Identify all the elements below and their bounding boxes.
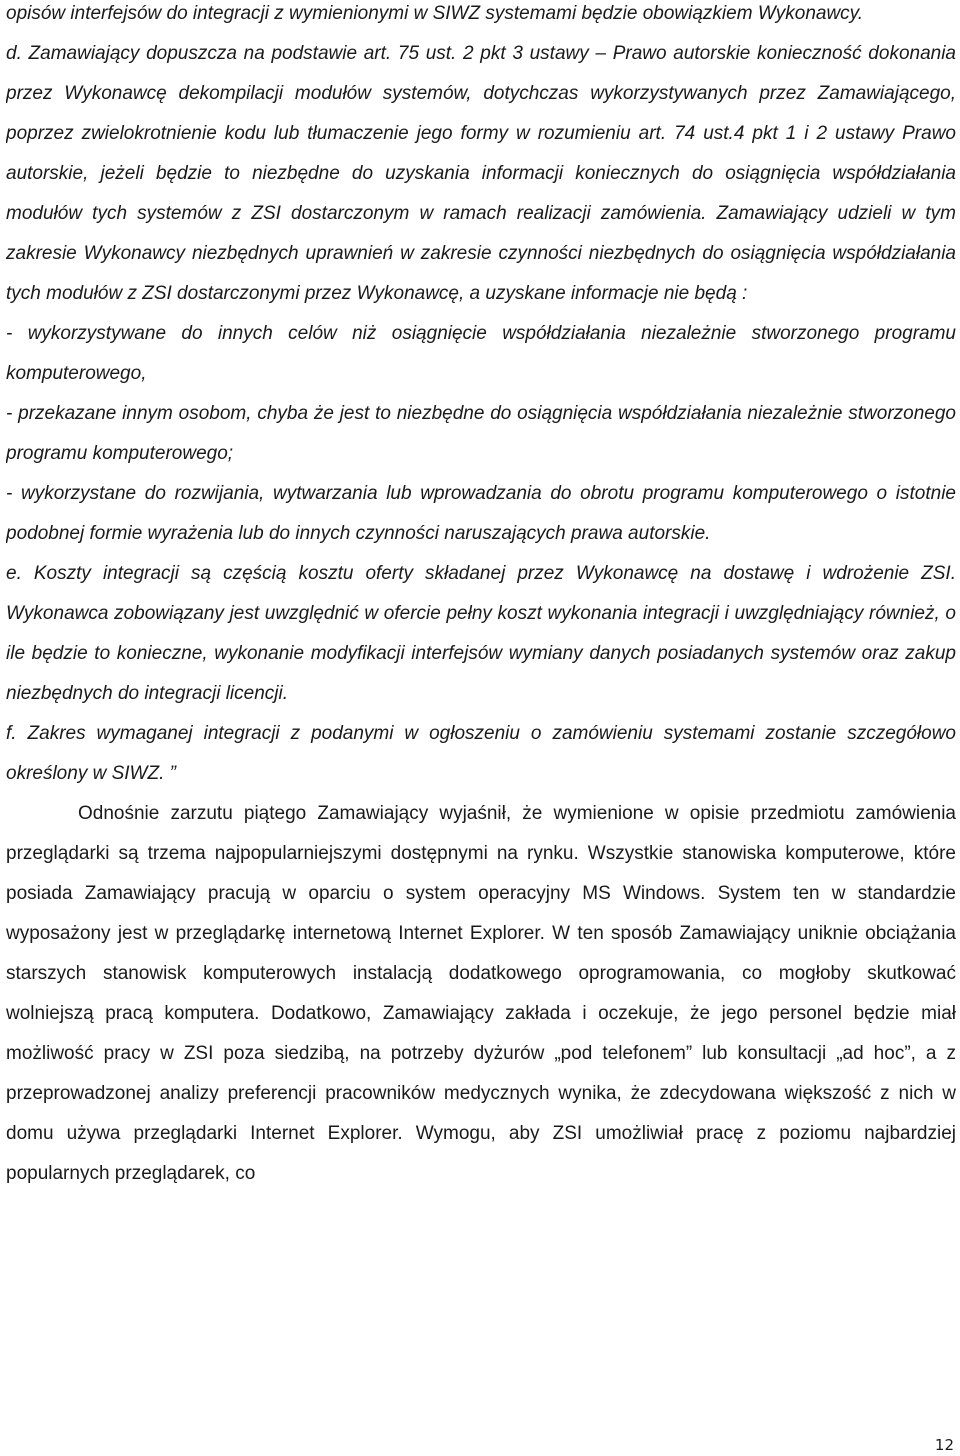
paragraph-item-d: d. Zamawiający dopuszcza na podstawie art. 75 ust. 2 pkt 3 ustawy – Prawo autorskie konieczność dokonania przez Wykonawcę dekompilacji modułów systemów, dotychczas wykorzystywanych przez Zamawiającego, poprzez zwielokrotnienie kodu lub tłumaczenie jego formy w rozumieniu art. 74 ust.4 pkt 1 i 2 ustawy Prawo autorskie, jeżeli będzie to niezbędne do uzyskania informacji koniecznych do osiągnięcia współdziałania modułów tych systemów z ZSI dostarczonym w ramach realizacji zamówienia. Zamawiający udzieli w tym zakresie Wykonawcy niezbędnych uprawnień w zakresie czynności niezbędnych do osiągnięcia współdziałania tych modułów z ZSI dostarczonymi przez Wykonawcę, a uzyskane informacje nie będą : <box>6 43 956 304</box>
document-page <box>6 0 956 1456</box>
paragraph-dash-3: - wykorzystane do rozwijania, wytwarzania lub wprowadzania do obrotu programu komputerowego o istotnie podobnej formie wyrażenia lub do innych czynności naruszających prawa autorskie. <box>6 483 956 544</box>
paragraph-item-e: e. Koszty integracji są częścią kosztu oferty składanej przez Wykonawcę na dostawę i wdrożenie ZSI. Wykonawca zobowiązany jest uwzględnić w ofercie pełny koszt wykonania integracji i uwzględniający również, o ile będzie to konieczne, wykonanie modyfikacji interfejsów wymiany danych posiadanych systemów oraz zakup niezbędnych do integracji licencji. <box>6 563 956 704</box>
page-number: 12 <box>934 1436 954 1454</box>
paragraph-dash-2: - przekazane innym osobom, chyba że jest to niezbędne do osiągnięcia współdziałania niezależnie stworzonego programu komputerowego; <box>6 403 956 464</box>
paragraph-item-f: f. Zakres wymaganej integracji z podanymi w ogłoszeniu o zamówieniu systemami zostanie szczegółowo określony w SIWZ. ” <box>6 723 956 784</box>
paragraph-interface-descriptions: opisów interfejsów do integracji z wymienionymi w SIWZ systemami będzie obowiązkiem Wykonawcy. <box>6 3 864 24</box>
paragraph-explanation: Odnośnie zarzutu piątego Zamawiający wyjaśnił, że wymienione w opisie przedmiotu zamówienia przeglądarki są trzema najpopularniejszymi dostępnymi na rynku. Wszystkie stanowiska komputerowe, które posiada Zamawiający pracują w oparciu o system operacyjny MS Windows. System ten w standardzie wyposażony jest w przeglądarkę internetową Internet Explorer. W ten sposób Zamawiający uniknie obciążania starszych stanowisk komputerowych instalacją dodatkowego oprogramowania, co mogłoby skutkować wolniejszą pracą komputera. Dodatkowo, Zamawiający zakłada i oczekuje, że jego personel będzie miał możliwość pracy w ZSI poza siedzibą, na potrzeby dyżurów „pod telefonem” lub konsultacji „ad hoc”, a z przeprowadzonej analizy preferencji pracowników medycznych wynika, że zdecydowana większość z nich w domu używa przeglądarki Internet Explorer. Wymogu, aby ZSI umożliwiał pracę z poziomu najbardziej popularnych przeglądarek, co <box>6 803 956 1184</box>
paragraph-dash-1: - wykorzystywane do innych celów niż osiągnięcie współdziałania niezależnie stworzonego programu komputerowego, <box>6 323 956 384</box>
